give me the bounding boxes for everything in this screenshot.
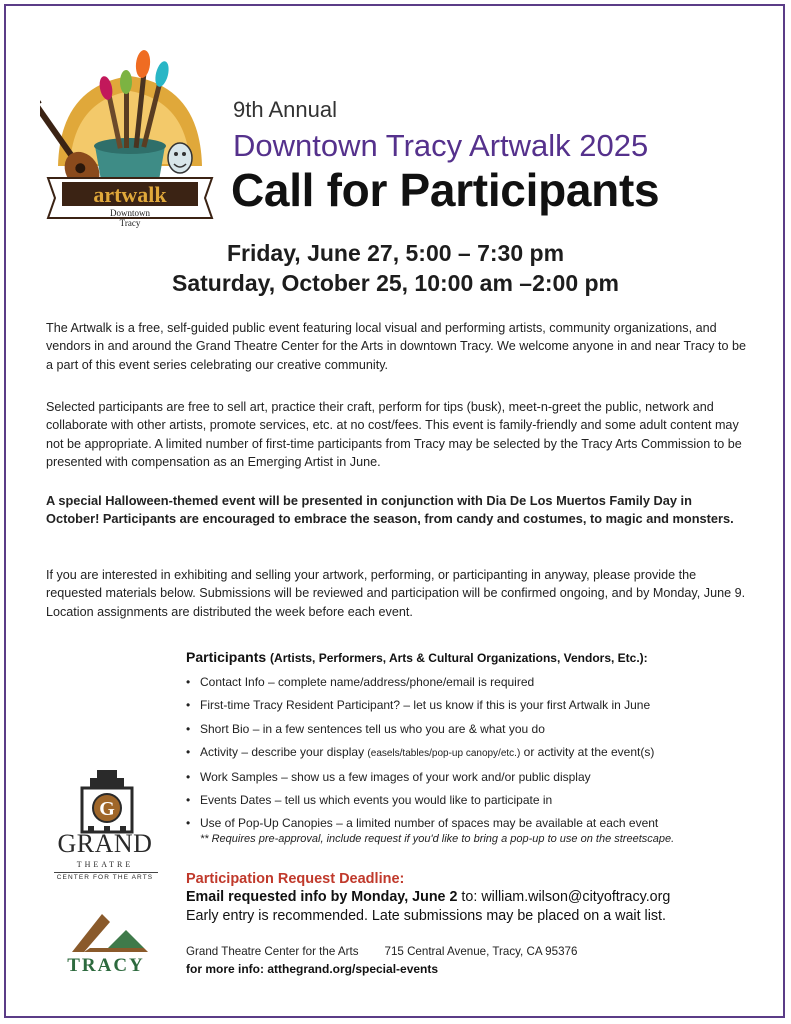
list-item-text: Events Dates – tell us which events you would like to participate in bbox=[200, 793, 553, 808]
theatre-wordmark: THEATRE bbox=[76, 860, 134, 869]
list-item-text: Work Samples – show us a few images of your work and/or public display bbox=[200, 769, 591, 784]
list-item: • First-time Tracy Resident Participant? – let us know if this is your first Artwalk in June bbox=[186, 698, 651, 713]
list-item-text: Use of Pop-Up Canopies – a limited number of spaces may be available at each event bbox=[200, 816, 659, 831]
email-deadline: Email requested info by Monday, June 2 bbox=[186, 889, 458, 905]
more-info-link[interactable]: for more info: atthegrand.org/special-events bbox=[186, 962, 439, 976]
tracy-logo bbox=[64, 908, 154, 960]
page-title: Call for Participants bbox=[231, 164, 660, 216]
list-item: • Work Samples – show us a few images of your work and/or public display bbox=[186, 769, 591, 784]
event-title: Downtown Tracy Artwalk 2025 bbox=[233, 128, 649, 163]
participants-heading bbox=[186, 649, 648, 665]
date-line-friday: Friday, June 27, 5:00 – 7:30 pm bbox=[226, 240, 565, 266]
list-item: • Activity – describe your display (easels/tables/pop-up canopy/etc.) or activity at the event(s) bbox=[186, 745, 655, 760]
list-item-text: Contact Info – complete name/address/phone/email is required bbox=[200, 675, 535, 689]
grand-g-letter: G bbox=[99, 798, 115, 820]
annual-label: 9th Annual bbox=[233, 97, 337, 122]
grand-divider bbox=[54, 872, 158, 873]
list-item: • Events Dates – tell us which events you would like to participate in bbox=[186, 793, 553, 808]
popup-note: ** Requires pre-approval, include request if you'd like to bring a pop-up to use on the streetscape. bbox=[200, 833, 675, 845]
list-item: • Use of Pop-Up Canopies – a limited number of spaces may be available at each event bbox=[186, 816, 659, 831]
email-address[interactable]: william.wilson@cityoftracy.org bbox=[481, 889, 671, 905]
logo-tracy-text: Tracy bbox=[119, 218, 141, 228]
deadline-heading: Participation Request Deadline: bbox=[186, 871, 405, 887]
email-to: to: bbox=[461, 889, 478, 905]
activity-tail: or activity at the event(s) bbox=[523, 745, 655, 760]
street-address: 715 Central Avenue, Tracy, CA 95376 bbox=[384, 945, 578, 958]
logo-artwalk-text: artwalk bbox=[93, 182, 167, 207]
tracy-wordmark: TRACY bbox=[67, 955, 145, 976]
list-item: • Short Bio – in a few sentences tell us who you are & what you do bbox=[186, 721, 545, 736]
requirements-list bbox=[186, 671, 756, 836]
participants-heading-main: Participants bbox=[186, 649, 267, 665]
activity-detail: (easels/tables/pop-up canopy/etc.) bbox=[367, 748, 521, 760]
intro-paragraph: The Artwalk is a free, self-guided public event featuring local visual and performing artists, community organizations, and vendors in and around the Grand Theatre Center for the Arts in downtown Tracy. We welcome anyone in and near Tracy to be a part of this event series celebrating our creative community. bbox=[46, 321, 747, 372]
date-line-saturday: Saturday, October 25, 10:00 am –2:00 pm bbox=[172, 270, 619, 296]
center-for-arts-wordmark: CENTER FOR THE ARTS bbox=[56, 874, 154, 881]
grand-wordmark: GRAND bbox=[57, 829, 153, 858]
participants-paragraph: Selected participants are free to sell art, practice their craft, perform for tips (busk), meet-n-greet the public, network and collaborate with other artists, promote services, etc. at no cost/fees. This event is family-friendly and some adult content may not be appropriate. A limited number of first-time participants from Tracy may be selected by the Tracy Arts Commission to be presented with compensation as an Emerging Artist in June. bbox=[46, 400, 742, 469]
venue-name: Grand Theatre Center for the Arts bbox=[186, 945, 359, 958]
list-item-text: First-time Tracy Resident Participant? – let us know if this is your first Artwalk in June bbox=[200, 698, 651, 713]
early-entry-note: Early entry is recommended. Late submissions may be placed on a wait list. bbox=[186, 908, 666, 924]
halloween-paragraph: A special Halloween-themed event will be presented in conjunction with Dia De Los Muertos Family Day in October! Participants are encouraged to embrace the season, from candy and costumes, to magic and monsters. bbox=[46, 493, 734, 527]
artwalk-logo bbox=[40, 46, 220, 231]
list-item-text: Activity – describe your display bbox=[200, 745, 365, 760]
interest-paragraph: If you are interested in exhibiting and selling your artwork, performing, or participanting in anyway, please provide the requested materials below. Submissions will be reviewed and participation will be confirmed ongoing, and by Monday, June 9. Location assignments are distributed the week before each event. bbox=[46, 568, 746, 619]
event-dates bbox=[0, 238, 791, 298]
list-item: • Contact Info – complete name/address/phone/email is required bbox=[186, 675, 535, 689]
email-instruction bbox=[186, 889, 670, 905]
participants-heading-sub: (Artists, Performers, Arts & Cultural Organizations, Vendors, Etc.): bbox=[270, 651, 648, 665]
list-item-text: Short Bio – in a few sentences tell us who you are & what you do bbox=[200, 721, 545, 736]
logo-downtown-text: Downtown bbox=[110, 208, 150, 218]
footer-address bbox=[186, 945, 577, 958]
